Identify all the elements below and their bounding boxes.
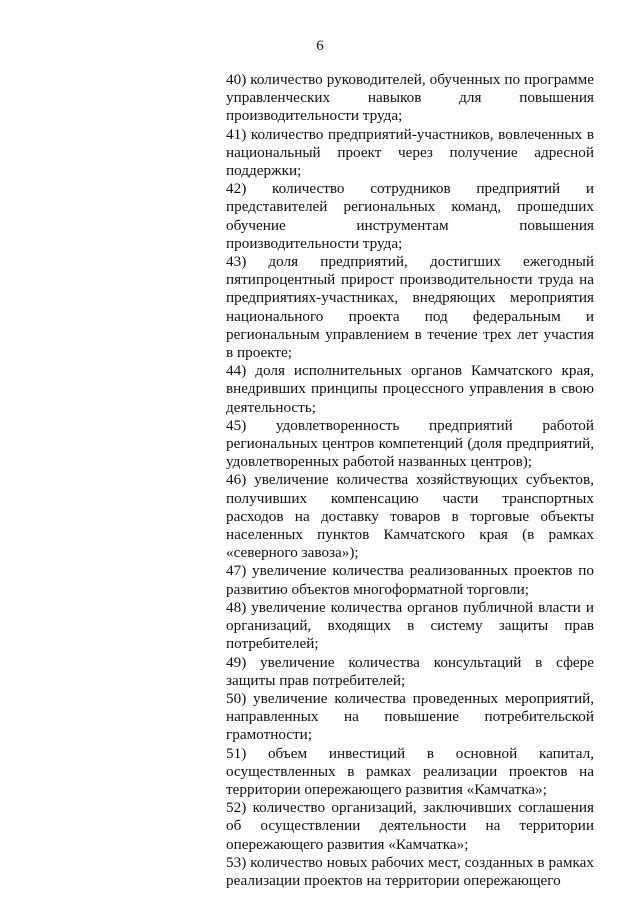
list-item-41: 41) количество предприятий-участников, вовлеченных в национальный проект через получение адресной поддержки;	[226, 125, 594, 180]
list-item-52: 52) количество организаций, заключивших соглашения об осуществлении деятельности на территории опережающего развития «Камчатка»;	[226, 799, 594, 853]
list-item-40: 40) количество руководителей, обученных по программе управленческих навыков для повышения производительности труда;	[226, 71, 594, 125]
list-item-45: 45) удовлетворенность предприятий работой региональных центров компетенций (доля предприятий, удовлетворенных работой названных центров);	[226, 416, 594, 471]
list-item-49: 49) увеличение количества консультаций в сфере защиты прав потребителей;	[226, 653, 594, 689]
list-item-53: 53) количество новых рабочих мест, созданных в рамках реализации проектов на территории опережающего	[226, 853, 594, 889]
list-item-47: 47) увеличение количества реализованных проектов по развитию объектов многоформатной торговли;	[226, 562, 594, 598]
list-item-42: 42) количество сотрудников предприятий и представителей региональных команд, прошедших обучение инструментам повышения производительности труда;	[226, 180, 594, 252]
page-number: 6	[316, 38, 324, 54]
document-body	[226, 71, 594, 890]
list-item-46: 46) увеличение количества хозяйствующих субъектов, получивших компенсацию части транспортных расходов на доставку товаров в торговые объекты населенных пунктов Камчатского края (в рамках «северного завоза»);	[226, 471, 594, 562]
list-item-50: 50) увеличение количества проведенных мероприятий, направленных на повышение потребительской грамотности;	[226, 689, 594, 744]
list-item-51: 51) объем инвестиций в основной капитал, осуществленных в рамках реализации проектов на территории опережающего развития «Камчатка»;	[226, 744, 594, 798]
list-item-44: 44) доля исполнительных органов Камчатского края, внедривших принципы процессного управления в свою деятельность;	[226, 362, 594, 416]
list-item-48: 48) увеличение количества органов публичной власти и организаций, входящих в систему защиты прав потребителей;	[226, 598, 594, 653]
list-item-43: 43) доля предприятий, достигших ежегодный пятипроцентный прирост производительности труда на предприятиях-участниках, внедряющих мероприятия национального проекта под федеральным и региональным управлением в течение трех лет участия в проекте;	[226, 253, 594, 362]
